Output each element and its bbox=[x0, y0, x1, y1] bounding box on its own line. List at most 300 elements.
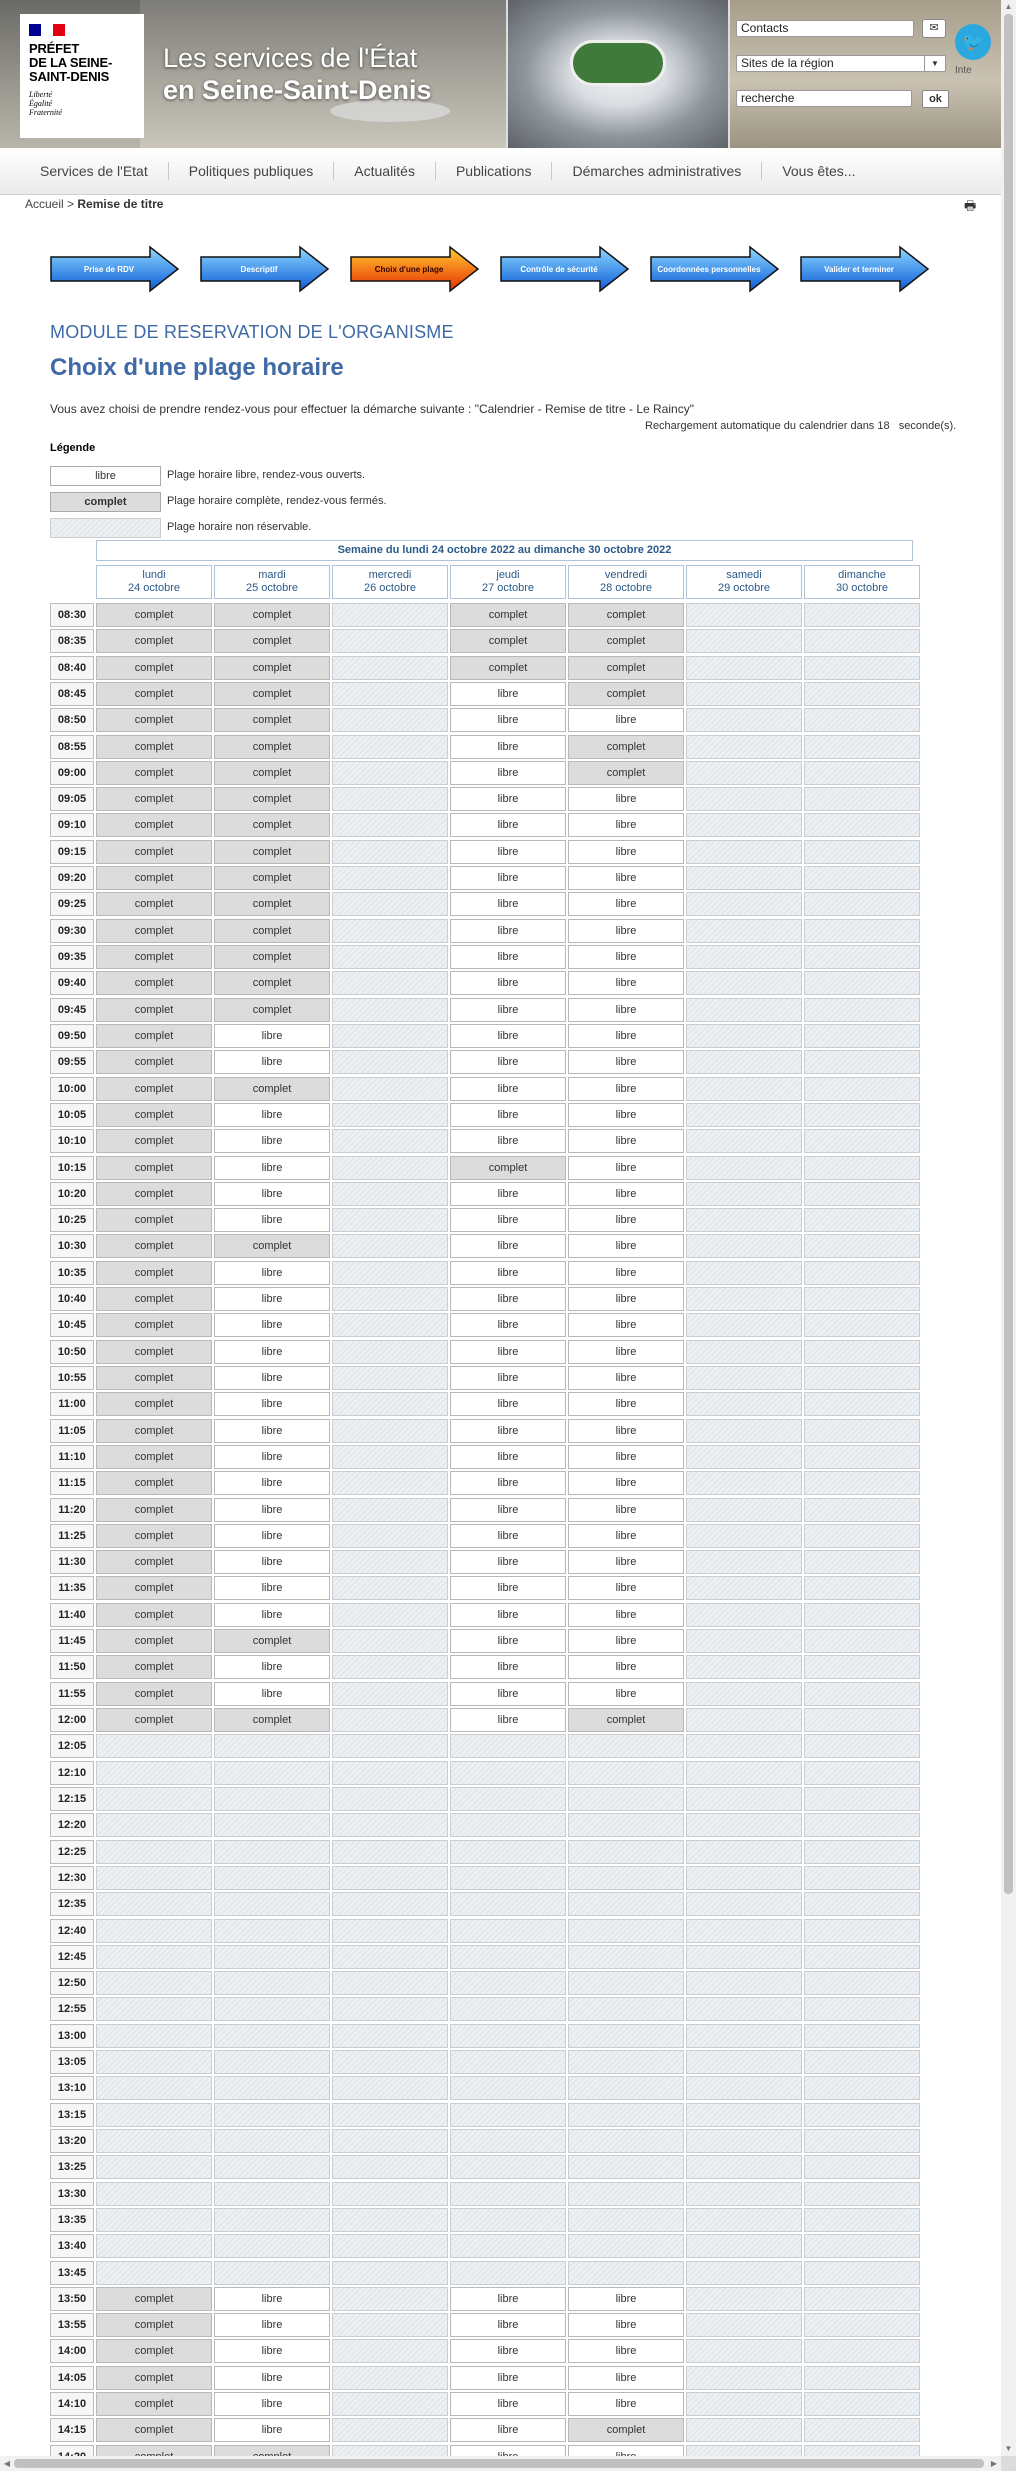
breadcrumb-home-link[interactable]: Accueil bbox=[25, 197, 64, 211]
vertical-scrollbar[interactable]: ▲ ▼ bbox=[1001, 0, 1016, 2456]
slot-libre[interactable]: libre bbox=[450, 2287, 566, 2311]
regional-sites-select[interactable]: Sites de la région bbox=[736, 55, 926, 72]
slot-libre[interactable]: libre bbox=[450, 1708, 566, 1732]
slot-libre[interactable]: libre bbox=[450, 708, 566, 732]
slot-unavailable bbox=[804, 656, 920, 680]
time-label: 09:30 bbox=[50, 919, 94, 943]
slot-libre[interactable]: libre bbox=[214, 1498, 330, 1522]
slot-libre[interactable]: libre bbox=[214, 1287, 330, 1311]
slot-libre[interactable]: libre bbox=[450, 1261, 566, 1285]
slot-unavailable bbox=[686, 1024, 802, 1048]
slot-complet: complet bbox=[568, 603, 684, 627]
slot-libre[interactable]: libre bbox=[450, 866, 566, 890]
time-label: 14:10 bbox=[50, 2392, 94, 2416]
step-5[interactable] bbox=[650, 246, 780, 292]
nav-item-politiques[interactable]: Politiques publiques bbox=[169, 162, 335, 180]
slot-complet: complet bbox=[96, 1103, 212, 1127]
time-label: 09:10 bbox=[50, 813, 94, 837]
slot-libre[interactable]: libre bbox=[450, 1655, 566, 1679]
slot-libre[interactable]: libre bbox=[568, 2313, 684, 2337]
time-label: 09:25 bbox=[50, 892, 94, 916]
slot-libre[interactable]: libre bbox=[450, 945, 566, 969]
slot-libre[interactable]: libre bbox=[568, 971, 684, 995]
slot-complet: complet bbox=[96, 787, 212, 811]
slot-unavailable bbox=[214, 2103, 330, 2127]
time-label: 11:15 bbox=[50, 1471, 94, 1495]
slot-complet: complet bbox=[214, 866, 330, 890]
slot-libre[interactable]: libre bbox=[450, 1024, 566, 1048]
slot-unavailable bbox=[332, 2392, 448, 2416]
slot-unavailable bbox=[332, 1182, 448, 1206]
slot-libre[interactable]: libre bbox=[568, 1050, 684, 1074]
slot-unavailable bbox=[804, 2313, 920, 2337]
slot-libre[interactable]: libre bbox=[450, 787, 566, 811]
nav-item-publications[interactable]: Publications bbox=[436, 162, 553, 180]
slot-libre[interactable]: libre bbox=[568, 1024, 684, 1048]
slot-libre[interactable]: libre bbox=[214, 1103, 330, 1127]
slot-libre[interactable]: libre bbox=[214, 2392, 330, 2416]
slot-unavailable bbox=[332, 2103, 448, 2127]
slot-libre[interactable]: libre bbox=[568, 1445, 684, 1469]
slot-unavailable bbox=[804, 1840, 920, 1864]
time-label: 10:20 bbox=[50, 1182, 94, 1206]
slot-unavailable bbox=[686, 1419, 802, 1443]
slot-libre[interactable]: libre bbox=[568, 1524, 684, 1548]
slot-libre[interactable]: libre bbox=[568, 1366, 684, 1390]
slot-libre[interactable]: libre bbox=[214, 1419, 330, 1443]
slot-unavailable bbox=[96, 1892, 212, 1916]
slot-libre[interactable]: libre bbox=[568, 2339, 684, 2363]
slot-unavailable bbox=[686, 1945, 802, 1969]
time-label: 12:15 bbox=[50, 1787, 94, 1811]
slot-unavailable bbox=[450, 2129, 566, 2153]
slot-unavailable bbox=[686, 1234, 802, 1258]
slot-libre[interactable]: libre bbox=[568, 998, 684, 1022]
slot-unavailable bbox=[568, 1813, 684, 1837]
slot-unavailable bbox=[686, 2208, 802, 2232]
scrollbar-corner bbox=[1001, 2456, 1016, 2471]
step-label: Valider et terminer bbox=[824, 264, 894, 274]
time-label: 11:35 bbox=[50, 1576, 94, 1600]
nav-item-actualites[interactable]: Actualités bbox=[334, 162, 436, 180]
slot-complet: complet bbox=[568, 682, 684, 706]
slot-complet: complet bbox=[568, 629, 684, 653]
time-label: 08:40 bbox=[50, 656, 94, 680]
time-label: 12:05 bbox=[50, 1734, 94, 1758]
slot-libre[interactable]: libre bbox=[568, 1419, 684, 1443]
slot-libre[interactable]: libre bbox=[568, 1156, 684, 1180]
slot-libre[interactable]: libre bbox=[450, 1524, 566, 1548]
slot-unavailable bbox=[214, 1997, 330, 2021]
slot-libre[interactable]: libre bbox=[214, 1576, 330, 1600]
step-4[interactable] bbox=[500, 246, 630, 292]
slot-libre[interactable]: libre bbox=[450, 1498, 566, 1522]
slot-libre[interactable]: libre bbox=[450, 892, 566, 916]
slot-unavailable bbox=[332, 1419, 448, 1443]
slot-libre[interactable]: libre bbox=[450, 1603, 566, 1627]
slot-libre[interactable]: libre bbox=[214, 1129, 330, 1153]
slot-libre[interactable]: libre bbox=[568, 1103, 684, 1127]
slot-libre[interactable]: libre bbox=[450, 1340, 566, 1364]
slot-libre[interactable]: libre bbox=[568, 1603, 684, 1627]
slot-unavailable bbox=[332, 971, 448, 995]
time-label: 13:55 bbox=[50, 2313, 94, 2337]
day-header bbox=[332, 565, 448, 599]
slot-unavailable bbox=[332, 656, 448, 680]
slot-libre[interactable]: libre bbox=[568, 1392, 684, 1416]
slot-unavailable bbox=[332, 708, 448, 732]
slot-libre[interactable]: libre bbox=[568, 2392, 684, 2416]
slot-unavailable bbox=[568, 1892, 684, 1916]
slot-complet: complet bbox=[96, 1576, 212, 1600]
slot-complet: complet bbox=[450, 629, 566, 653]
contacts-field[interactable]: Contacts bbox=[736, 20, 914, 37]
slot-unavailable bbox=[96, 1840, 212, 1864]
slot-libre[interactable]: libre bbox=[450, 1103, 566, 1127]
slot-libre[interactable]: libre bbox=[450, 1419, 566, 1443]
time-label: 11:00 bbox=[50, 1392, 94, 1416]
slot-libre[interactable]: libre bbox=[450, 1550, 566, 1574]
day-name: mercredi bbox=[368, 569, 412, 581]
slot-unavailable bbox=[450, 1892, 566, 1916]
slot-libre[interactable]: libre bbox=[214, 1471, 330, 1495]
time-label: 13:15 bbox=[50, 2103, 94, 2127]
slot-unavailable bbox=[804, 708, 920, 732]
print-icon[interactable]: 🖶 bbox=[964, 198, 977, 213]
slot-libre[interactable]: libre bbox=[568, 1682, 684, 1706]
slot-libre[interactable]: libre bbox=[214, 2313, 330, 2337]
slot-libre[interactable]: libre bbox=[214, 1392, 330, 1416]
time-label: 13:10 bbox=[50, 2076, 94, 2100]
slot-libre[interactable]: libre bbox=[214, 1050, 330, 1074]
slot-libre[interactable]: libre bbox=[450, 1576, 566, 1600]
slot-complet: complet bbox=[214, 813, 330, 837]
slot-libre[interactable]: libre bbox=[568, 787, 684, 811]
slot-complet: complet bbox=[96, 1682, 212, 1706]
slot-libre[interactable]: libre bbox=[450, 1287, 566, 1311]
slot-unavailable bbox=[450, 2050, 566, 2074]
slot-unavailable bbox=[804, 1234, 920, 1258]
time-label: 10:50 bbox=[50, 1340, 94, 1364]
step-label: Contrôle de sécurité bbox=[520, 264, 598, 274]
slot-libre[interactable]: libre bbox=[214, 2339, 330, 2363]
slot-libre[interactable]: libre bbox=[450, 2392, 566, 2416]
search-button[interactable]: ok bbox=[922, 90, 949, 108]
slot-complet: complet bbox=[568, 656, 684, 680]
time-label: 12:25 bbox=[50, 1840, 94, 1864]
slot-unavailable bbox=[804, 1787, 920, 1811]
slot-unavailable bbox=[686, 2392, 802, 2416]
slot-unavailable bbox=[686, 1603, 802, 1627]
slot-unavailable bbox=[568, 2234, 684, 2258]
mail-icon[interactable]: ✉ bbox=[922, 19, 946, 38]
slot-libre[interactable]: libre bbox=[450, 813, 566, 837]
slot-unavailable bbox=[332, 2050, 448, 2074]
slot-unavailable bbox=[96, 2182, 212, 2206]
slot-unavailable bbox=[686, 2182, 802, 2206]
slot-libre[interactable]: libre bbox=[568, 1471, 684, 1495]
slot-complet: complet bbox=[96, 603, 212, 627]
slot-libre[interactable]: libre bbox=[568, 945, 684, 969]
slot-unavailable bbox=[332, 1761, 448, 1785]
slot-unavailable bbox=[332, 1077, 448, 1101]
slot-unavailable bbox=[450, 1840, 566, 1864]
slot-unavailable bbox=[686, 2129, 802, 2153]
slot-unavailable bbox=[450, 1945, 566, 1969]
slot-unavailable bbox=[450, 1813, 566, 1837]
slot-libre[interactable]: libre bbox=[450, 2366, 566, 2390]
slot-complet: complet bbox=[96, 1024, 212, 1048]
slot-libre[interactable]: libre bbox=[568, 840, 684, 864]
slot-libre[interactable]: libre bbox=[214, 1445, 330, 1469]
slot-libre[interactable]: libre bbox=[568, 1129, 684, 1153]
slot-libre[interactable]: libre bbox=[214, 2287, 330, 2311]
slot-complet: complet bbox=[214, 971, 330, 995]
slot-libre[interactable]: libre bbox=[568, 1340, 684, 1364]
slot-libre[interactable]: libre bbox=[214, 1024, 330, 1048]
time-label: 10:15 bbox=[50, 1156, 94, 1180]
slot-unavailable bbox=[568, 2076, 684, 2100]
time-label: 11:45 bbox=[50, 1629, 94, 1653]
slot-libre[interactable]: libre bbox=[568, 1208, 684, 1232]
slot-unavailable bbox=[686, 1761, 802, 1785]
step-2[interactable] bbox=[200, 246, 330, 292]
slot-unavailable bbox=[686, 708, 802, 732]
slot-complet: complet bbox=[568, 2418, 684, 2442]
slot-libre[interactable]: libre bbox=[214, 1603, 330, 1627]
slot-libre[interactable]: libre bbox=[450, 2418, 566, 2442]
slot-libre[interactable]: libre bbox=[568, 2366, 684, 2390]
time-label: 10:25 bbox=[50, 1208, 94, 1232]
slot-libre[interactable]: libre bbox=[450, 1392, 566, 1416]
slot-libre[interactable]: libre bbox=[450, 1445, 566, 1469]
time-label: 08:35 bbox=[50, 629, 94, 653]
slot-complet: complet bbox=[214, 629, 330, 653]
slot-libre[interactable]: libre bbox=[568, 1261, 684, 1285]
slot-unavailable bbox=[96, 2261, 212, 2285]
slot-libre[interactable]: libre bbox=[568, 1182, 684, 1206]
slot-unavailable bbox=[686, 1261, 802, 1285]
slot-libre[interactable]: libre bbox=[568, 1629, 684, 1653]
slot-unavailable bbox=[686, 2261, 802, 2285]
slot-unavailable bbox=[804, 1129, 920, 1153]
slot-unavailable bbox=[332, 1392, 448, 1416]
slot-libre[interactable]: libre bbox=[568, 866, 684, 890]
slot-unavailable bbox=[332, 945, 448, 969]
slot-libre[interactable]: libre bbox=[214, 1261, 330, 1285]
slot-libre[interactable]: libre bbox=[568, 1576, 684, 1600]
intro-text: Vous avez choisi de prendre rendez-vous pour effectuer la démarche suivante : "Calendrier - Remise de titre - Le Raincy" bbox=[50, 402, 694, 416]
time-label: 13:45 bbox=[50, 2261, 94, 2285]
slot-unavailable bbox=[804, 2155, 920, 2179]
slot-unavailable bbox=[804, 735, 920, 759]
time-label: 13:20 bbox=[50, 2129, 94, 2153]
slot-complet: complet bbox=[96, 1419, 212, 1443]
slot-unavailable bbox=[332, 1366, 448, 1390]
slot-libre[interactable]: libre bbox=[568, 1498, 684, 1522]
slot-complet: complet bbox=[96, 1129, 212, 1153]
slot-libre[interactable]: libre bbox=[568, 892, 684, 916]
day-header bbox=[568, 565, 684, 599]
slot-libre[interactable]: libre bbox=[568, 2287, 684, 2311]
slot-unavailable bbox=[686, 2155, 802, 2179]
slot-libre[interactable]: libre bbox=[214, 2418, 330, 2442]
step-1[interactable] bbox=[50, 246, 180, 292]
horizontal-scrollbar[interactable]: ◀ ▶ bbox=[0, 2456, 1001, 2471]
legend-box-libre: libre bbox=[50, 466, 161, 486]
slot-complet: complet bbox=[96, 1050, 212, 1074]
slot-libre[interactable]: libre bbox=[450, 1471, 566, 1495]
slot-unavailable bbox=[568, 2261, 684, 2285]
slot-unavailable bbox=[332, 629, 448, 653]
slot-complet: complet bbox=[96, 840, 212, 864]
breadcrumb-separator: > bbox=[67, 197, 75, 211]
slot-unavailable bbox=[804, 1708, 920, 1732]
slot-unavailable bbox=[332, 1813, 448, 1837]
slot-unavailable bbox=[804, 998, 920, 1022]
search-input[interactable]: recherche bbox=[736, 90, 912, 107]
time-label: 10:30 bbox=[50, 1234, 94, 1258]
slot-complet: complet bbox=[96, 735, 212, 759]
time-label: 09:00 bbox=[50, 761, 94, 785]
slot-libre[interactable]: libre bbox=[450, 1129, 566, 1153]
legend-text: Plage horaire complète, rendez-vous fermés. bbox=[167, 495, 387, 507]
slot-libre[interactable]: libre bbox=[214, 1313, 330, 1337]
slot-unavailable bbox=[214, 2076, 330, 2100]
slot-libre[interactable]: libre bbox=[214, 1550, 330, 1574]
slot-libre[interactable]: libre bbox=[214, 2366, 330, 2390]
slot-libre[interactable]: libre bbox=[214, 1524, 330, 1548]
slot-unavailable bbox=[804, 1498, 920, 1522]
slot-complet: complet bbox=[214, 682, 330, 706]
slot-libre[interactable]: libre bbox=[568, 1234, 684, 1258]
slot-libre[interactable]: libre bbox=[568, 1550, 684, 1574]
slot-libre[interactable]: libre bbox=[450, 1077, 566, 1101]
slot-unavailable bbox=[686, 1655, 802, 1679]
slot-unavailable bbox=[214, 2261, 330, 2285]
slot-unavailable bbox=[804, 892, 920, 916]
slot-unavailable bbox=[686, 761, 802, 785]
slot-unavailable bbox=[332, 1103, 448, 1127]
slot-unavailable bbox=[686, 2050, 802, 2074]
slot-libre[interactable]: libre bbox=[450, 1682, 566, 1706]
slot-unavailable bbox=[332, 1550, 448, 1574]
slot-complet: complet bbox=[96, 656, 212, 680]
slot-unavailable bbox=[214, 2050, 330, 2074]
slot-unavailable bbox=[214, 2234, 330, 2258]
slot-libre[interactable]: libre bbox=[450, 971, 566, 995]
slot-libre[interactable]: libre bbox=[450, 735, 566, 759]
slot-libre[interactable]: libre bbox=[568, 1077, 684, 1101]
slot-unavailable bbox=[332, 2076, 448, 2100]
slot-unavailable bbox=[686, 1366, 802, 1390]
slot-libre[interactable]: libre bbox=[450, 1208, 566, 1232]
nav-item-vous-etes[interactable]: Vous êtes... bbox=[782, 163, 856, 179]
site-title[interactable] bbox=[163, 42, 432, 106]
main-nav bbox=[0, 148, 1001, 195]
slot-unavailable bbox=[804, 1945, 920, 1969]
step-6[interactable] bbox=[800, 246, 930, 292]
slot-libre[interactable]: libre bbox=[214, 1655, 330, 1679]
slot-libre[interactable]: libre bbox=[214, 1208, 330, 1232]
slot-libre[interactable]: libre bbox=[450, 682, 566, 706]
nav-item-services[interactable]: Services de l'Etat bbox=[20, 162, 169, 180]
slot-libre[interactable]: libre bbox=[568, 1655, 684, 1679]
slot-libre[interactable]: libre bbox=[450, 919, 566, 943]
slot-unavailable bbox=[686, 1050, 802, 1074]
slot-libre[interactable]: libre bbox=[450, 761, 566, 785]
slot-unavailable bbox=[686, 971, 802, 995]
breadcrumb-current: Remise de titre bbox=[77, 197, 164, 211]
slot-unavailable bbox=[332, 2155, 448, 2179]
nav-item-demarches[interactable]: Démarches administratives bbox=[552, 162, 762, 180]
slot-libre[interactable]: libre bbox=[214, 1682, 330, 1706]
slot-unavailable bbox=[568, 1761, 684, 1785]
slot-libre[interactable]: libre bbox=[214, 1340, 330, 1364]
step-3[interactable] bbox=[350, 246, 480, 292]
slot-libre[interactable]: libre bbox=[450, 1050, 566, 1074]
slot-libre[interactable]: libre bbox=[568, 708, 684, 732]
week-title: Semaine du lundi 24 octobre 2022 au dimanche 30 octobre 2022 bbox=[96, 540, 913, 561]
slot-unavailable bbox=[332, 866, 448, 890]
slot-complet: complet bbox=[96, 892, 212, 916]
slot-unavailable bbox=[686, 1708, 802, 1732]
slot-unavailable bbox=[332, 1024, 448, 1048]
slot-unavailable bbox=[332, 1997, 448, 2021]
slot-libre[interactable]: libre bbox=[450, 1629, 566, 1653]
time-label: 10:45 bbox=[50, 1313, 94, 1337]
slot-unavailable bbox=[332, 603, 448, 627]
slot-unavailable bbox=[804, 1366, 920, 1390]
slot-complet: complet bbox=[568, 1708, 684, 1732]
slot-libre[interactable]: libre bbox=[450, 1366, 566, 1390]
slot-libre[interactable]: libre bbox=[214, 1182, 330, 1206]
chevron-down-icon[interactable]: ▼ bbox=[924, 55, 946, 72]
slot-unavailable bbox=[804, 2418, 920, 2442]
slot-libre[interactable]: libre bbox=[214, 1156, 330, 1180]
day-name: vendredi bbox=[604, 569, 648, 581]
step-label: Prise de RDV bbox=[83, 264, 135, 274]
slot-unavailable bbox=[686, 1866, 802, 1890]
slot-libre[interactable]: libre bbox=[568, 813, 684, 837]
slot-libre[interactable]: libre bbox=[450, 1234, 566, 1258]
twitter-icon[interactable]: 🐦 bbox=[955, 24, 991, 60]
slot-libre[interactable]: libre bbox=[568, 1313, 684, 1337]
slot-unavailable bbox=[96, 1787, 212, 1811]
slot-complet: complet bbox=[96, 1445, 212, 1469]
slot-unavailable bbox=[96, 2050, 212, 2074]
prefecture-logo[interactable] bbox=[20, 14, 144, 138]
slot-libre[interactable]: libre bbox=[450, 1182, 566, 1206]
slot-unavailable bbox=[96, 2024, 212, 2048]
slot-libre[interactable]: libre bbox=[568, 919, 684, 943]
day-name: mardi bbox=[258, 569, 286, 581]
slot-libre[interactable]: libre bbox=[450, 1313, 566, 1337]
slot-complet: complet bbox=[214, 945, 330, 969]
slot-libre[interactable]: libre bbox=[568, 1287, 684, 1311]
slot-libre[interactable]: libre bbox=[450, 2339, 566, 2363]
slot-unavailable bbox=[686, 1340, 802, 1364]
time-label: 10:35 bbox=[50, 1261, 94, 1285]
slot-libre[interactable]: libre bbox=[450, 840, 566, 864]
time-label: 12:35 bbox=[50, 1892, 94, 1916]
slot-complet: complet bbox=[96, 813, 212, 837]
time-label: 10:00 bbox=[50, 1077, 94, 1101]
slot-complet: complet bbox=[214, 1629, 330, 1653]
slot-libre[interactable]: libre bbox=[214, 1366, 330, 1390]
slot-libre[interactable]: libre bbox=[450, 998, 566, 1022]
slot-libre[interactable]: libre bbox=[450, 2313, 566, 2337]
